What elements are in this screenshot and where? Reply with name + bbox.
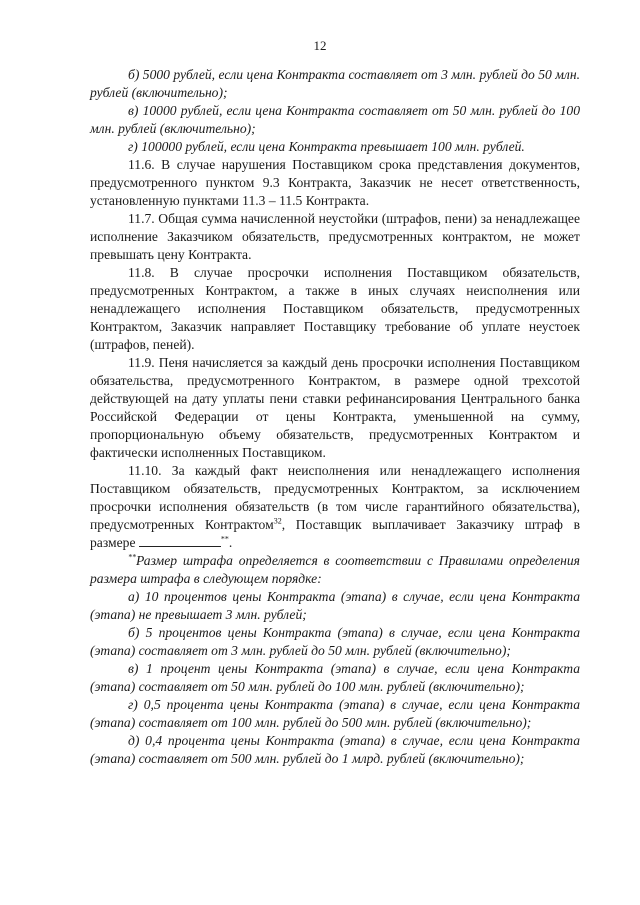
clause-11-6: 11.6. В случае нарушения Поставщиком срока представления документов, предусмотренного пунктом 9.3 Контракта, Заказчик не несет ответственность, установленную пунктами 11.3 – 11.5 Контракта.	[90, 157, 580, 208]
footnote-intro	[90, 552, 580, 588]
footnote-item: в) 1 процент цены Контракта (этапа) в случае, если цена Контракта (этапа) составляет от 50 млн. рублей до 100 млн. рублей (включительно);	[90, 661, 580, 694]
clause-11-8: 11.8. В случае просрочки исполнения Поставщиком обязательств, предусмотренных Контрактом, а также в иных случаях неисполнения или ненадлежащего исполнения Поставщиком обязательств, предусмотренных Контрактом, Заказчик направляет Поставщику требование об уплате неустоек (штрафов, пеней).	[90, 265, 580, 352]
clause-11-10-text-end: , Поставщик выплачивает Заказчику штраф в размере	[90, 517, 580, 550]
clause-11-10-text: 11.10. За каждый факт неисполнения или ненадлежащего исполнения Поставщиком обязательств, предусмотренных Контрактом, за исключением просрочки исполнения обязательств (в том числе гарантийного обязательства), предусмотренных Контрактом	[90, 463, 580, 532]
page-number: 12	[313, 38, 327, 53]
blank-marker: **	[220, 534, 229, 544]
footnote-text: Размер штрафа определяется в соответствии с Правилами определения размера штрафа в следующем порядке:	[90, 553, 580, 586]
footnote-marker: **	[128, 552, 136, 562]
clause-end-punct: .	[228, 535, 233, 550]
fill-in-blank	[139, 534, 221, 547]
footnote-item: б) 5 процентов цены Контракта (этапа) в случае, если цена Контракта (этапа) составляет от 3 млн. рублей до 50 млн. рублей (включительно);	[90, 625, 580, 658]
paragraph: в) 10000 рублей, если цена Контракта составляет от 50 млн. рублей до 100 млн. рублей (включительно);	[90, 103, 580, 136]
clause-11-9: 11.9. Пеня начисляется за каждый день просрочки исполнения Поставщиком обязательства, предусмотренного Контрактом, в размере одной трехсотой действующей на дату уплаты пени ставки рефинансирования Центрального банка Российской Федерации от цены Контракта, уменьшенной на сумму, пропорциональную объему обязательств, предусмотренных Контрактом и фактически исполненных Поставщиком.	[90, 355, 580, 460]
footnote-item: а) 10 процентов цены Контракта (этапа) в случае, если цена Контракта (этапа) не превышает 3 млн. рублей;	[90, 589, 580, 622]
clause-11-10	[90, 462, 580, 552]
clause-11-7: 11.7. Общая сумма начисленной неустойки (штрафов, пени) за ненадлежащее исполнение Заказчиком обязательств, предусмотренных контрактом, не может превышать цену Контракта.	[90, 211, 580, 262]
footnote-item: г) 0,5 процента цены Контракта (этапа) в случае, если цена Контракта (этапа) составляет от 100 млн. рублей до 500 млн. рублей (включительно);	[90, 697, 580, 730]
footnote-item: д) 0,4 процента цены Контракта (этапа) в случае, если цена Контракта (этапа) составляет от 500 млн. рублей до 1 млрд. рублей (включительно);	[90, 733, 580, 766]
footnote-ref: 32	[273, 516, 282, 526]
document-body	[90, 66, 580, 768]
paragraph: г) 100000 рублей, если цена Контракта превышает 100 млн. рублей.	[128, 139, 525, 154]
paragraph: б) 5000 рублей, если цена Контракта составляет от 3 млн. рублей до 50 млн. рублей (включительно);	[90, 67, 580, 100]
